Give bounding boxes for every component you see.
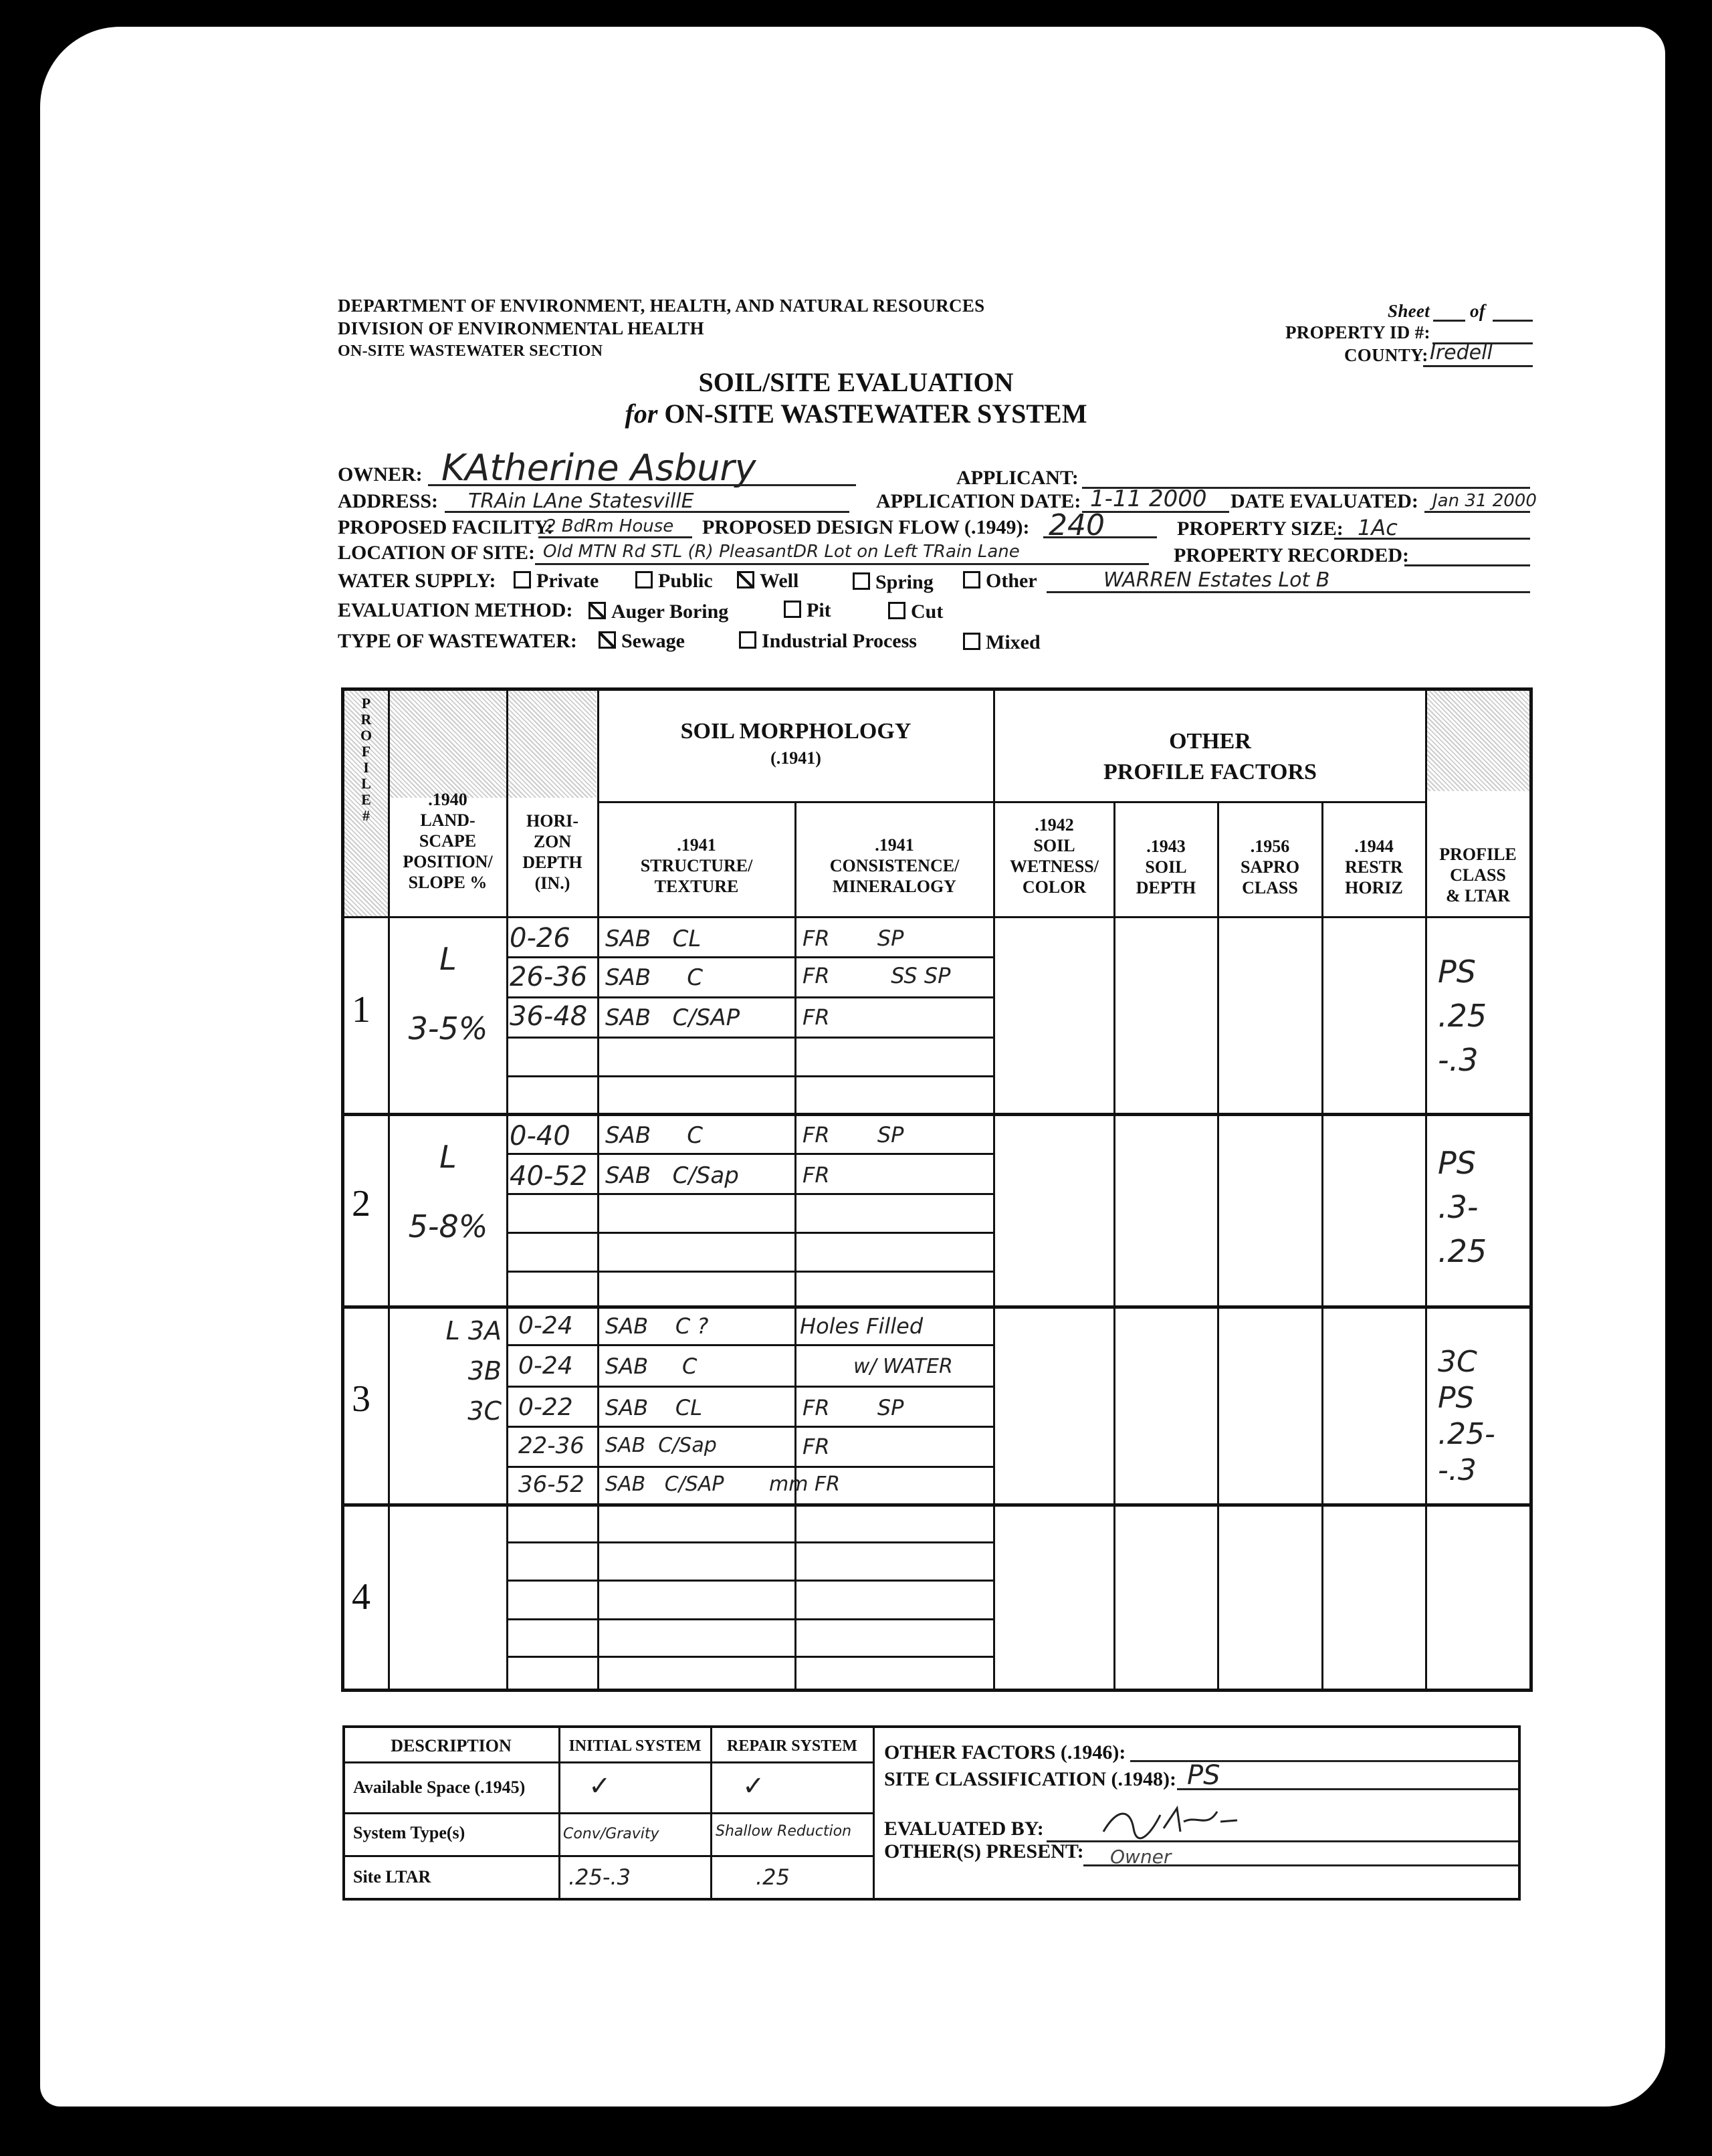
site-classification-value[interactable]: PS	[1187, 1760, 1220, 1791]
checkbox-icon[interactable]	[963, 633, 980, 650]
design-flow-label: PROPOSED DESIGN FLOW (.1949):	[702, 516, 1030, 538]
class-ltar-cell[interactable]: PS .25 -.3	[1438, 954, 1487, 1078]
profile-number: 2	[352, 1183, 370, 1224]
consistence-cell[interactable]: FR	[802, 1004, 830, 1030]
checked-checkbox-icon[interactable]	[599, 631, 616, 649]
consistence-cell[interactable]: FR	[802, 1162, 830, 1188]
depth-cell[interactable]: 0-40	[510, 1121, 570, 1152]
owner-label: OWNER:	[338, 463, 423, 486]
description-header: DESCRIPTION	[391, 1736, 512, 1755]
repair-system-header: REPAIR SYSTEM	[727, 1737, 857, 1755]
water-label: WATER SUPPLY:	[338, 570, 496, 592]
structure-cell[interactable]: SAB CL	[605, 1395, 703, 1420]
eval-auger-option[interactable]: Auger Boring	[588, 601, 728, 623]
location-label: LOCATION OF SITE:	[338, 542, 536, 564]
structure-cell[interactable]: SAB C/Sap	[605, 1434, 717, 1457]
site-classification-label: SITE CLASSIFICATION (.1948):	[884, 1768, 1177, 1790]
depth-cell[interactable]: 40-52	[510, 1161, 588, 1192]
class-ltar-cell[interactable]: PS .3- .25	[1438, 1145, 1487, 1269]
of-label: of	[1470, 301, 1486, 321]
other-factors-label: OTHER FACTORS (.1946):	[884, 1741, 1126, 1763]
location-value[interactable]: Old MTN Rd STL (R) PleasantDR Lot on Left TRain Lane	[543, 542, 1020, 562]
eval-label: EVALUATION METHOD:	[338, 599, 573, 621]
division-name: DIVISION OF ENVIRONMENTAL HEALTH	[338, 318, 704, 338]
eval-cut-option[interactable]: Cut	[888, 601, 943, 623]
checkbox-icon[interactable]	[888, 602, 905, 619]
checkbox-icon[interactable]	[514, 571, 531, 588]
structure-cell[interactable]: SAB C ?	[605, 1313, 709, 1339]
depth-cell[interactable]: 36-52	[518, 1471, 584, 1498]
structure-cell[interactable]: SAB C/SAP	[605, 1473, 724, 1496]
structure-cell[interactable]: SAB C/SAP	[605, 1004, 740, 1031]
landscape-cell[interactable]: L 5-8%	[408, 1139, 488, 1245]
sapro-header: .1956 SAPRO CLASS	[1240, 837, 1300, 897]
horizon-header: HORI- ZON DEPTH (IN.)	[522, 811, 582, 893]
structure-header: .1941 STRUCTURE/ TEXTURE	[640, 835, 753, 896]
structure-cell[interactable]: SAB CL	[605, 926, 702, 952]
consistence-cell[interactable]: FR SP	[802, 1122, 904, 1148]
consistence-cell[interactable]: FR SP	[802, 1395, 904, 1420]
landscape-cell[interactable]: L 3A 3B 3C	[445, 1316, 502, 1426]
water-other-option[interactable]: Other	[963, 570, 1037, 592]
address-label: ADDRESS:	[338, 490, 439, 512]
date-eval-value[interactable]: Jan 31 2000	[1432, 491, 1537, 511]
form-title	[388, 366, 1324, 429]
site-ltar-repair[interactable]: .25	[756, 1864, 790, 1890]
consistence-cell[interactable]: mm FR	[769, 1473, 841, 1496]
class-ltar-cell[interactable]: 3C PS .25- -.3	[1438, 1345, 1495, 1487]
consistence-cell[interactable]: FR SS SP	[802, 963, 951, 988]
shaded-header	[389, 691, 506, 798]
design-flow-value[interactable]: 240	[1049, 508, 1105, 542]
depth-cell[interactable]: 26-36	[510, 962, 588, 992]
structure-cell[interactable]: SAB C	[605, 1354, 698, 1379]
available-space-initial[interactable]: ✓	[588, 1771, 611, 1802]
shaded-header	[508, 691, 597, 798]
sheet-label: Sheet	[1388, 301, 1430, 321]
date-eval-label: DATE EVALUATED:	[1230, 490, 1418, 512]
agency-header	[338, 294, 984, 362]
title-for: for	[625, 399, 658, 429]
consistence-cell[interactable]: FR	[802, 1434, 830, 1459]
prop-size-value[interactable]: 1Ac	[1358, 515, 1398, 540]
dept-name: DEPARTMENT OF ENVIRONMENT, HEALTH, AND NATURAL RESOURCES	[338, 296, 985, 316]
checked-checkbox-icon[interactable]	[588, 602, 606, 619]
property-id-label: PROPERTY ID #:	[1285, 322, 1430, 342]
facility-value[interactable]: 2 BdRm House	[545, 516, 674, 536]
title-line2-text: ON-SITE WASTEWATER SYSTEM	[664, 399, 1087, 429]
depth-cell[interactable]: 22-36	[518, 1432, 584, 1459]
eval-pit-option[interactable]: Pit	[784, 599, 831, 622]
waste-sewage-option[interactable]: Sewage	[599, 630, 685, 653]
available-space-repair[interactable]: ✓	[742, 1771, 765, 1802]
soil-morphology-sub: (.1941)	[770, 748, 821, 768]
structure-cell[interactable]: SAB C	[605, 964, 703, 991]
profile-header: P R O F I L E #	[360, 695, 372, 824]
depth-cell[interactable]: 36-48	[510, 1001, 588, 1032]
depth-cell[interactable]: 0-22	[518, 1394, 573, 1421]
profile-number: 3	[352, 1378, 370, 1420]
others-present-value[interactable]: Owner	[1110, 1846, 1172, 1868]
title-line1: SOIL/SITE EVALUATION	[698, 367, 1014, 397]
profile-number: 1	[352, 989, 370, 1031]
checkbox-icon[interactable]	[635, 571, 653, 588]
waste-industrial-option[interactable]: Industrial Process	[739, 630, 917, 653]
other-factors-header: OTHER PROFILE FACTORS	[1103, 729, 1317, 784]
site-ltar-initial[interactable]: .25-.3	[568, 1864, 631, 1890]
shaded-header	[1426, 691, 1529, 791]
consistence-cell[interactable]: Holes Filled	[800, 1313, 924, 1339]
landscape-cell[interactable]: L 3-5%	[408, 941, 488, 1047]
profile-number: 4	[352, 1576, 370, 1618]
site-ltar-label: Site LTAR	[353, 1867, 431, 1886]
checkbox-icon[interactable]	[739, 631, 756, 649]
waste-mixed-option[interactable]: Mixed	[963, 631, 1041, 654]
checkbox-icon[interactable]	[853, 572, 870, 590]
structure-cell[interactable]: SAB C	[605, 1122, 703, 1149]
waste-label: TYPE OF WASTEWATER:	[338, 630, 577, 652]
restr-header: .1944 RESTR HORIZ	[1345, 837, 1403, 897]
available-space-label: Available Space (.1945)	[353, 1777, 526, 1797]
county-label: COUNTY:	[1344, 345, 1428, 365]
consistence-cell[interactable]: FR SP	[802, 926, 904, 951]
consistence-header: .1941 CONSISTENCE/ MINERALOGY	[829, 835, 960, 896]
checkbox-icon[interactable]	[784, 601, 801, 618]
initial-system-header: INITIAL SYSTEM	[568, 1737, 702, 1755]
facility-label: PROPOSED FACILITY:	[338, 516, 554, 538]
system-type-initial[interactable]: Conv/Gravity	[563, 1826, 659, 1842]
applicant-label: APPLICANT:	[956, 467, 1079, 489]
system-type-label: System Type(s)	[353, 1823, 465, 1842]
water-well-option[interactable]: Well	[737, 570, 798, 592]
owner-value[interactable]: KAtherine Asbury	[441, 447, 756, 489]
depth-cell[interactable]: 0-24	[518, 1312, 573, 1339]
address-value[interactable]: TRAin LAne StatesvillE	[468, 490, 694, 513]
landscape-header: .1940 LAND- SCAPE POSITION/ SLOPE %	[403, 790, 493, 892]
wetness-header: .1942 SOIL WETNESS/ COLOR	[1010, 815, 1099, 897]
water-public-option[interactable]: Public	[635, 570, 713, 592]
water-private-option[interactable]: Private	[514, 570, 599, 592]
consistence-cell[interactable]: w/ WATER	[853, 1355, 953, 1378]
checked-checkbox-icon[interactable]	[737, 571, 754, 588]
structure-cell[interactable]: SAB C/Sap	[605, 1162, 739, 1189]
evaluator-signature	[1097, 1802, 1244, 1842]
checkbox-icon[interactable]	[963, 571, 980, 588]
soil-depth-header: .1943 SOIL DEPTH	[1136, 837, 1196, 897]
depth-cell[interactable]: 0-24	[518, 1352, 573, 1380]
recorded-label: PROPERTY RECORDED:	[1174, 544, 1410, 566]
title-line2	[388, 398, 1324, 429]
water-spring-option[interactable]: Spring	[853, 571, 934, 594]
prop-size-label: PROPERTY SIZE:	[1177, 518, 1344, 540]
section-name: ON-SITE WASTEWATER SECTION	[338, 342, 603, 360]
soil-morphology-header: SOIL MORPHOLOGY	[680, 719, 912, 744]
county-value: Iredell	[1430, 341, 1493, 364]
water-other-value[interactable]: WARREN Estates Lot B	[1103, 568, 1330, 592]
app-date-value[interactable]: 1-11 2000	[1090, 486, 1207, 512]
depth-cell[interactable]: 0-26	[510, 923, 570, 954]
system-type-repair[interactable]: Shallow Reduction	[716, 1823, 852, 1840]
app-date-label: APPLICATION DATE:	[876, 490, 1081, 512]
class-ltar-header: PROFILE CLASS & LTAR	[1439, 845, 1517, 905]
evaluated-by-label: EVALUATED BY:	[884, 1818, 1044, 1840]
others-present-label: OTHER(S) PRESENT:	[884, 1840, 1084, 1862]
